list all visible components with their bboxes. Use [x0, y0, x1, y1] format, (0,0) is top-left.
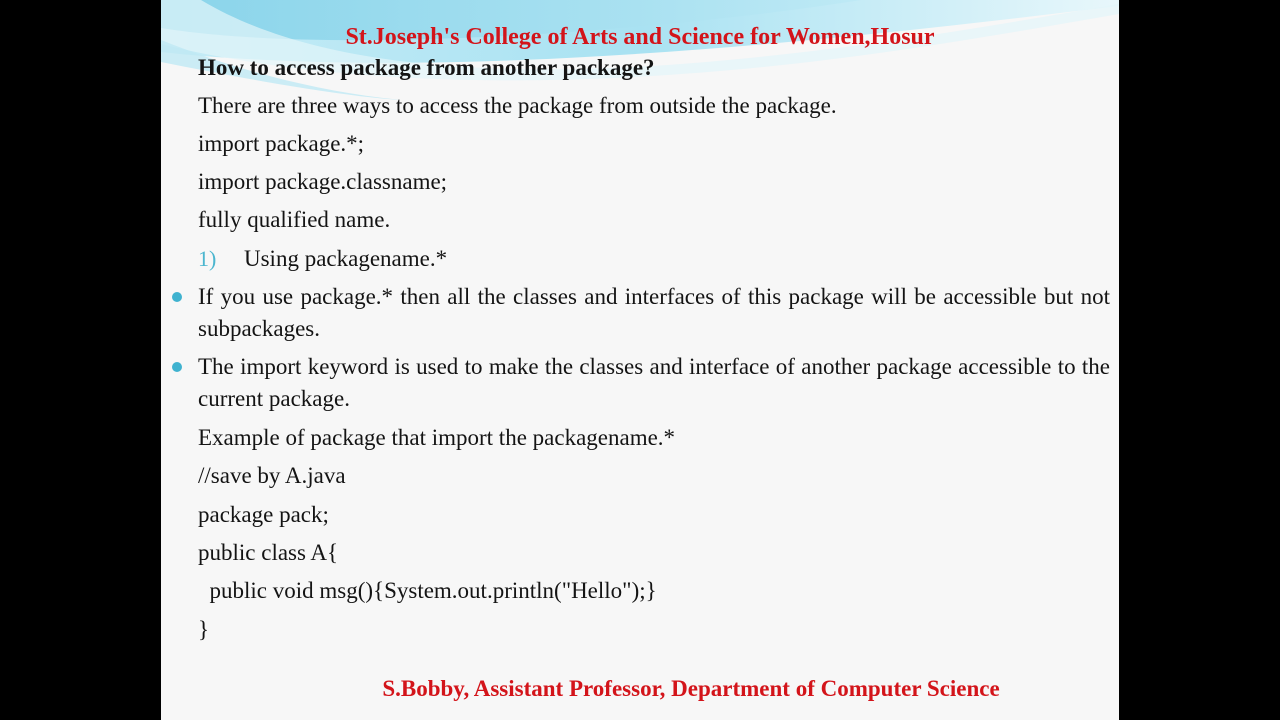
way-item: import package.classname; — [198, 169, 448, 194]
presenter-footer: S.Bobby, Assistant Professor, Department of Computer Science — [382, 676, 1000, 701]
list-number-marker: 1) — [198, 246, 217, 271]
way-item: import package.*; — [198, 131, 365, 156]
code-line: public void msg(){System.out.println("Hello");} — [198, 578, 657, 603]
way-item: fully qualified name. — [198, 207, 391, 232]
intro-text: There are three ways to access the package from outside the package. — [198, 93, 837, 118]
code-line: public class A{ — [198, 540, 339, 565]
bullet-paragraph: The import keyword is used to make the classes and interface of another package accessible to the current package. — [198, 354, 1110, 411]
code-line: package pack; — [198, 502, 329, 527]
code-line: } — [198, 617, 210, 642]
bullet-dot-icon — [172, 362, 182, 372]
code-line: //save by A.java — [198, 463, 346, 488]
bullet-dot-icon — [172, 292, 182, 302]
slide — [161, 0, 1119, 720]
example-title: Example of package that import the packagename.* — [198, 425, 676, 450]
slide-heading: How to access package from another package? — [198, 55, 655, 80]
college-title: St.Joseph's College of Arts and Science for Women,Hosur — [345, 24, 935, 50]
bullet-paragraph: If you use package.* then all the classes and interfaces of this package will be accessible but not subpackages. — [198, 284, 1110, 341]
numbered-item-text: Using packagename.* — [244, 246, 448, 271]
